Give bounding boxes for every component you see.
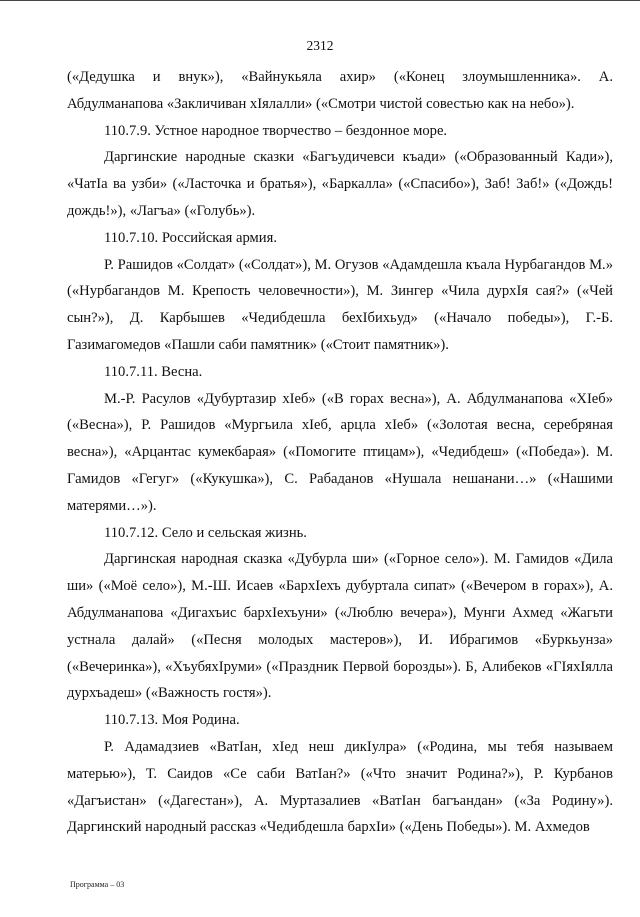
page-number: 2312 [306, 38, 334, 53]
section-heading-110-7-13: 110.7.13. Моя Родина. [104, 712, 240, 729]
paragraph-army: Р. Рашидов «Солдат» («Солдат»), М. Огузов «Адамдешла къала Нурбагандов М.» («Нурбагандов М. Крепость человечности»), М. Зингер «Чила дурхIя сая?» («Чей сын?»), Д. Карбышев «Чедибдешла бехIбихьуд» («Начало победы»), Г.-Б. Газимагомедов «Пашли саби памятник» («Стоит памятник»). [67, 256, 613, 353]
paragraph-continuation: («Дедушка и внук»), «Вайнукьяла ахир» («Конец злоумышленника». А. Абдулманапова «Закличиван хIялалли» («Смотри чистой совестью как на небо»). [67, 69, 613, 112]
section-heading-110-7-11: 110.7.11. Весна. [104, 363, 203, 380]
page-footer: Программа – 03 [70, 880, 125, 889]
section-heading-110-7-10: 110.7.10. Российская армия. [104, 229, 277, 246]
page-top-border [0, 0, 640, 1]
paragraph-homeland: Р. Адамадзиев «ВатIан, хIед неш дикIулра» («Родина, мы тебя называем матерью»), Т. Саидов «Се саби ВатIан?» («Что значит Родина?»), Р. Курбанов «Дагъистан» («Дагестан»), А. Муртазалиев «ВатIан багъандан» («За Родину»). Даргинский народный рассказ «Чедибдешла бархIи» («День Победы»). М. Ахмедов [67, 738, 613, 836]
paragraph-folk-tales: Даргинские народные сказки «Багъудичевси къади» («Образованный Кади»), «ЧатIа ва узби» («Ласточка и братья»), «Баркалла» («Спасибо»), Заб! Заб!» («Дождь! дождь!»), «Лагъа» («Голубь»). [67, 149, 613, 219]
paragraph-village-life: Даргинская народная сказка «Дубурла ши» («Горное село»). М. Гамидов «Дила ши» («Моё село»), М.-Ш. Исаев «БархIехъ дубуртала сипат» («Вечером в горах»), А. Абдулманапова «Дигахъис бархIехъуни» («Люблю вечера»), Мунги Ахмед «Жагьти устнала далай» («Песня молодых мастеров»), И. Ибрагимов «Буркьунза» («Вечеринка»), «ХъубяхIруми» («Праздник Первой борозды»). Б, Алибеков «ГIяхIялла дурхъадеш» («Важность гостя»). [67, 551, 613, 702]
section-heading-110-7-9: 110.7.9. Устное народное творчество – бездонное море. [104, 122, 448, 139]
document-body [67, 64, 613, 841]
paragraph-spring: М.-Р. Расулов «Дубуртазир хIеб» («В горах весна»), А. Абдулманапова «ХIеб» («Весна»), Р. Рашидов «Мургьила хIеб, арцла хIеб» («Золотая весна, серебряная весна»), «Арцантас кумекбарая» («Помогите птицам»), «Чедибдеш» («Победа»). М. Гамидов «Гегуг» («Кукушка»), С. Рабаданов «Нушала нешанани…» («Нашими матерями…»). [67, 390, 613, 514]
section-heading-110-7-12: 110.7.12. Село и сельская жизнь. [104, 524, 307, 541]
